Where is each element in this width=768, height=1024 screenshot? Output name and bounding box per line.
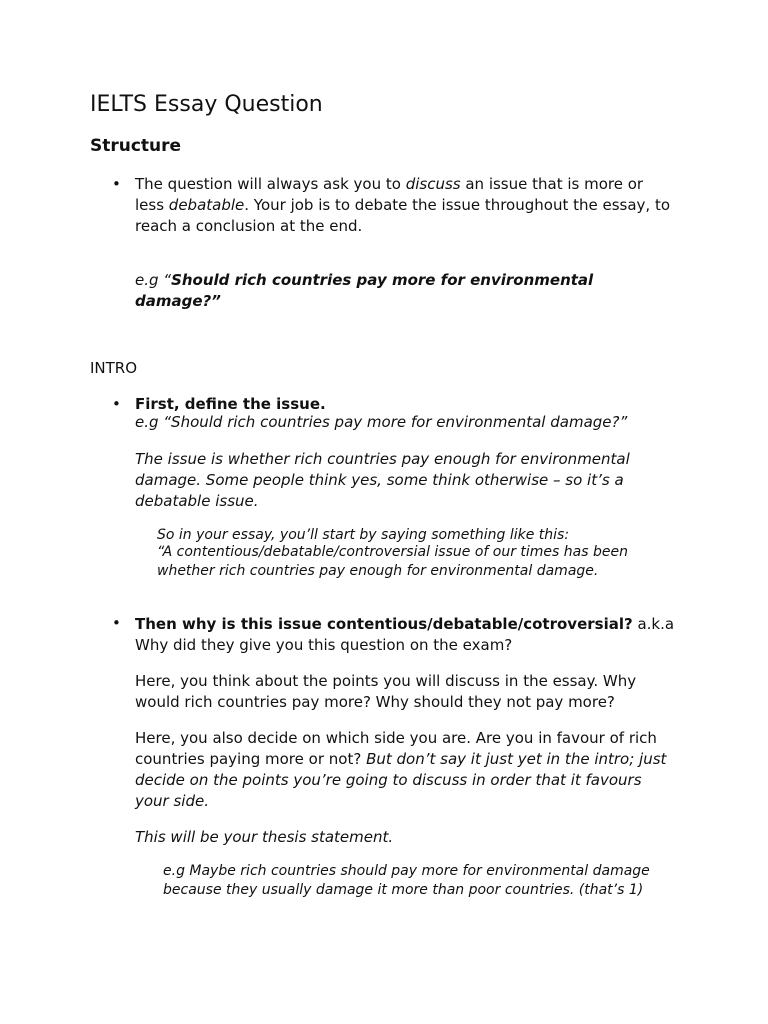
bullet-paragraph-question-discuss: The question will always ask you to discuss an issue that is more or less debatable. Your job is to debate the issue throughout the essay, to reach a conclusion at the end.	[135, 175, 671, 235]
example-question: e.g “Should rich countries pay more for environmental damage?”	[135, 271, 594, 310]
intro-sample-line-1: So in your essay, you’ll start by saying something like this:	[157, 527, 570, 543]
why-paragraph-side: Here, you also decide on which side you are. Are you in favour of rich countries paying more or not? But don’t say it just yet in the intro; just decide on the points you’re going to discuss in order that it favours your side.	[135, 729, 667, 810]
thesis-example: e.g Maybe rich countries should pay more for environmental damage because they usually damage it more than poor countries. (that’s 1)	[163, 863, 650, 898]
define-issue-heading: First, define the issue.	[135, 395, 326, 413]
why-paragraph-points: Here, you think about the points you will discuss in the essay. Why would rich countries pay more? Why should they not pay more?	[135, 672, 637, 711]
define-issue-explanation: The issue is whether rich countries pay enough for environmental damage. Some people think yes, some think otherwise – so it’s a debatable issue.	[135, 450, 630, 510]
thesis-statement-note: This will be your thesis statement.	[135, 828, 394, 846]
bullet-marker: •	[112, 395, 121, 413]
intro-label: INTRO	[90, 359, 138, 377]
why-contentious-heading: Then why is this issue contentious/debatable/cotroversial? a.k.a Why did they give you this question on the exam?	[135, 615, 675, 654]
bullet-marker: •	[112, 614, 121, 632]
document-title: IELTS Essay Question	[90, 92, 323, 117]
section-heading: Structure	[90, 136, 182, 156]
bullet-marker: •	[112, 175, 121, 193]
intro-sample-sentence: “A contentious/debatable/controversial issue of our times has been whether rich countries pay enough for environmental damage.	[157, 544, 628, 579]
define-issue-example: e.g “Should rich countries pay more for environmental damage?”	[135, 413, 628, 431]
